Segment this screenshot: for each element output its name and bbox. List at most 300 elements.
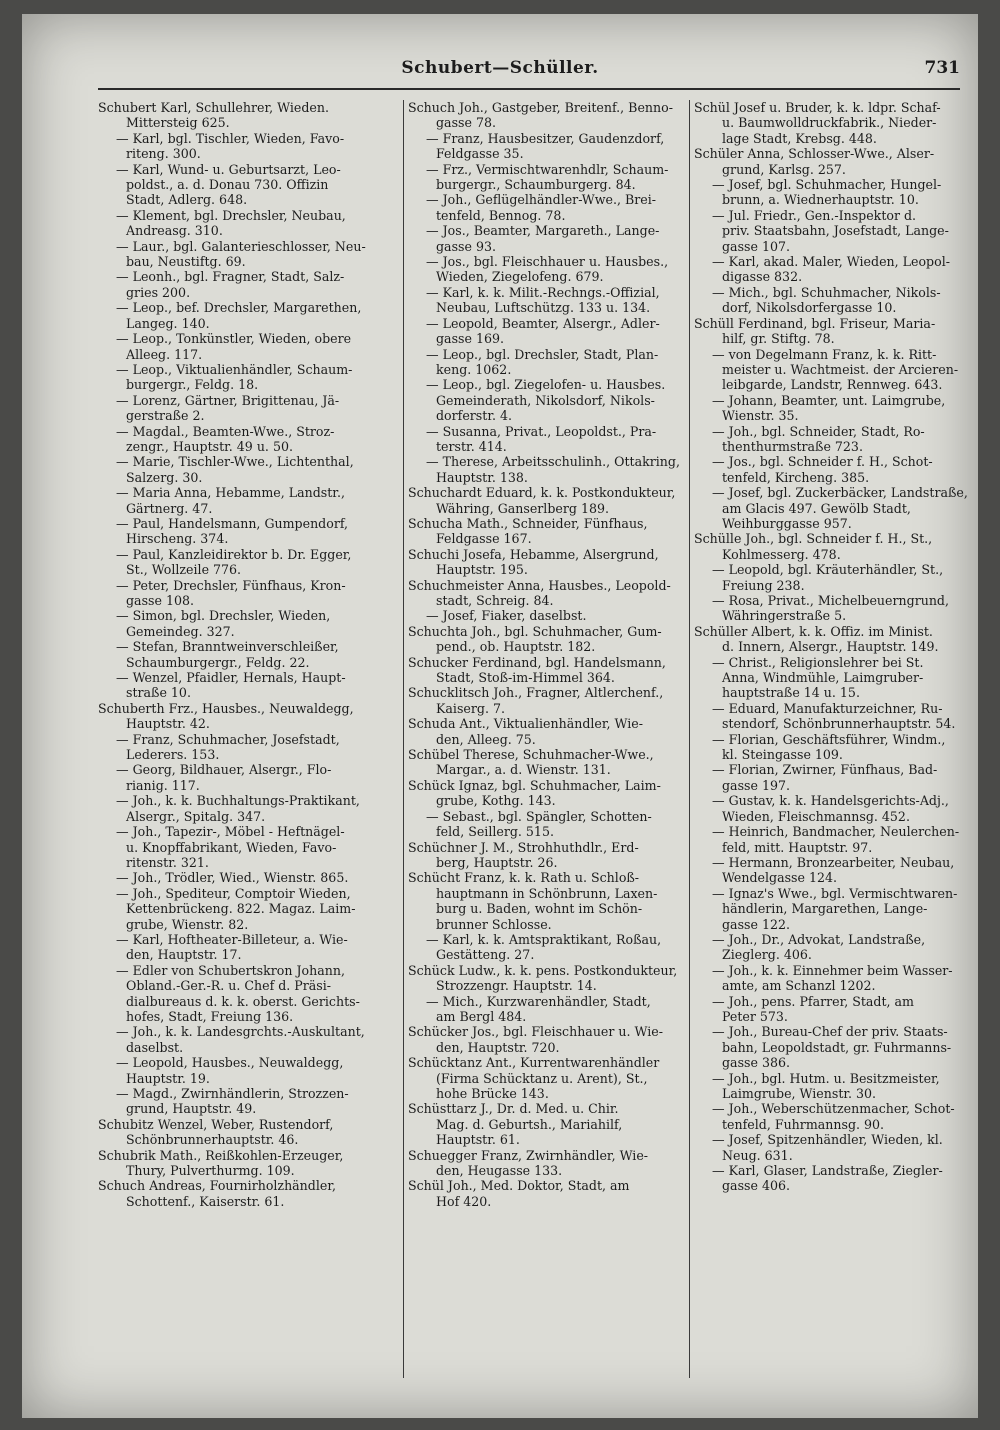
entry-continuation-line: Alleeg. 117. bbox=[126, 346, 203, 362]
entry-first-line: — Leop., Tonkünstler, Wieden, obere bbox=[116, 331, 352, 347]
directory-entry bbox=[694, 593, 970, 624]
entry-continuation-line: Weihburggasse 957. bbox=[722, 515, 852, 531]
directory-entry bbox=[408, 624, 684, 655]
entry-first-line: — Wenzel, Pfaidler, Hernals, Haupt- bbox=[116, 670, 346, 686]
directory-entry bbox=[408, 547, 684, 578]
entry-continuation-line: Zieglerg. 406. bbox=[722, 947, 812, 963]
entry-first-line: Schübel Therese, Schuhmacher-Wwe., bbox=[408, 747, 654, 763]
entry-continuation-line: tenfeld, Bennog. 78. bbox=[436, 207, 566, 223]
entry-continuation-line: gasse 107. bbox=[722, 238, 790, 254]
entry-continuation-line: bau, Neustiftg. 69. bbox=[126, 254, 246, 270]
directory-entry bbox=[408, 578, 684, 609]
directory-entry bbox=[408, 1178, 684, 1209]
directory-entry bbox=[694, 762, 970, 793]
entry-first-line: Schüler Anna, Schlosser-Wwe., Alser- bbox=[694, 146, 935, 162]
entry-continuation-line: Obland.-Ger.-R. u. Chef d. Präsi- bbox=[126, 978, 332, 994]
directory-entry bbox=[408, 1148, 684, 1179]
entry-first-line: — Leop., bgl. Ziegelofen- u. Hausbes. bbox=[426, 377, 666, 393]
directory-entry bbox=[694, 1101, 970, 1132]
entry-continuation-line: Gemeinderath, Nikolsdorf, Nikols- bbox=[436, 392, 655, 408]
column-2 bbox=[408, 100, 684, 1398]
entry-continuation-line: Lederers. 153. bbox=[126, 747, 220, 763]
entry-first-line: — Mich., bgl. Schuhmacher, Nikols- bbox=[712, 284, 941, 300]
directory-entry bbox=[98, 963, 398, 1025]
entry-first-line: Schüsttarz J., Dr. d. Med. u. Chir. bbox=[408, 1101, 619, 1117]
entry-first-line: — Paul, Kanzleidirektor b. Dr. Egger, bbox=[116, 546, 352, 562]
entry-first-line: — Karl, Hoftheater-Billeteur, a. Wie- bbox=[116, 931, 348, 947]
entry-first-line: — Rosa, Privat., Michelbeuerngrund, bbox=[712, 593, 949, 608]
entry-first-line: — Leopold, Beamter, Alsergr., Adler- bbox=[426, 315, 660, 331]
entry-continuation-line: berg, Hauptstr. 26. bbox=[436, 854, 558, 870]
entry-continuation-line: (Firma Schücktanz u. Arent), St., bbox=[436, 1070, 648, 1086]
directory-entry bbox=[98, 1024, 398, 1055]
entry-continuation-line: thenthurmstraße 723. bbox=[722, 438, 863, 454]
entry-continuation-line: dorferstr. 4. bbox=[436, 408, 512, 424]
entry-first-line: — Simon, bgl. Drechsler, Wieden, bbox=[116, 608, 331, 624]
entry-continuation-line: leibgarde, Landstr, Rennweg. 643. bbox=[722, 377, 943, 393]
directory-entry bbox=[694, 146, 970, 177]
entry-continuation-line: gasse 197. bbox=[722, 777, 790, 793]
entry-continuation-line: u. Knopffabrikant, Wieden, Favo- bbox=[126, 839, 337, 855]
entry-continuation-line: am Glacis 497. Gewölb Stadt, bbox=[722, 500, 911, 516]
entry-continuation-line: straße 10. bbox=[126, 685, 191, 701]
entry-first-line: — Hermann, Bronzearbeiter, Neubau, bbox=[712, 854, 955, 870]
entry-continuation-line: burgergr., Schaumburgerg. 84. bbox=[436, 177, 636, 193]
entry-continuation-line: terstr. 414. bbox=[436, 438, 507, 454]
entry-first-line: Schüll Ferdinand, bgl. Friseur, Maria- bbox=[694, 315, 936, 331]
entry-continuation-line: den, Alleeg. 75. bbox=[436, 731, 536, 747]
entry-continuation-line: Anna, Windmühle, Laimgruber- bbox=[722, 670, 924, 686]
entry-continuation-line: Freiung 238. bbox=[722, 577, 805, 593]
entry-continuation-line: Strozzengr. Hauptstr. 14. bbox=[436, 978, 597, 994]
entry-first-line: Schucha Math., Schneider, Fünfhaus, bbox=[408, 515, 648, 531]
directory-entry bbox=[98, 701, 398, 732]
entry-first-line: — Karl, akad. Maler, Wieden, Leopol- bbox=[712, 254, 950, 270]
entry-first-line: — Franz, Hausbesitzer, Gaudenzdorf, bbox=[426, 130, 665, 146]
directory-entry bbox=[98, 393, 398, 424]
entry-first-line: Schuch Andreas, Fournirholzhändler, bbox=[98, 1178, 336, 1194]
entry-first-line: — Joh., Weberschützenmacher, Schot- bbox=[712, 1101, 955, 1117]
entry-continuation-line: poldst., a. d. Donau 730. Offizin bbox=[126, 177, 329, 193]
entry-continuation-line: hauptstraße 14 u. 15. bbox=[722, 685, 860, 701]
entry-continuation-line: Laimgrube, Wienstr. 30. bbox=[722, 1086, 877, 1101]
entry-continuation-line: St., Wollzeile 776. bbox=[126, 562, 242, 578]
entry-first-line: Schuchta Joh., bgl. Schuhmacher, Gum- bbox=[408, 623, 662, 639]
entry-continuation-line: pend., ob. Hauptstr. 182. bbox=[436, 639, 596, 655]
entry-continuation-line: Stadt, Adlerg. 648. bbox=[126, 192, 248, 208]
entry-continuation-line: brunn, a. Wiednerhauptstr. 10. bbox=[722, 192, 919, 208]
running-title: Schubert—Schüller. bbox=[401, 58, 599, 78]
entry-first-line: Schülle Joh., bgl. Schneider f. H., St., bbox=[694, 531, 933, 547]
directory-entry bbox=[98, 1148, 398, 1179]
entry-first-line: Schubitz Wenzel, Weber, Rustendorf, bbox=[98, 1116, 334, 1132]
directory-entry bbox=[408, 963, 684, 994]
entry-first-line: — Jos., bgl. Schneider f. H., Schot- bbox=[712, 454, 933, 470]
entry-first-line: — Gustav, k. k. Handelsgerichts-Adj., bbox=[712, 793, 949, 809]
entry-first-line: — Jos., bgl. Fleischhauer u. Hausbes., bbox=[426, 254, 669, 270]
directory-entry bbox=[98, 424, 398, 455]
entry-first-line: Schücktanz Ant., Kurrentwarenhändler bbox=[408, 1055, 660, 1071]
directory-entry bbox=[694, 624, 970, 655]
entry-continuation-line: händlerin, Margarethen, Lange- bbox=[722, 901, 928, 917]
entry-continuation-line: den, Hauptstr. 720. bbox=[436, 1039, 560, 1055]
entry-first-line: Schuegger Franz, Zwirnhändler, Wie- bbox=[408, 1147, 649, 1163]
directory-entry bbox=[408, 424, 684, 455]
directory-entry bbox=[408, 377, 684, 423]
entry-continuation-line: Wienstr. 35. bbox=[722, 408, 799, 424]
directory-entry bbox=[408, 994, 684, 1025]
directory-entry bbox=[694, 1163, 970, 1194]
entry-first-line: — Joh., k. k. Landesgrchts.-Auskultant, bbox=[116, 1024, 365, 1040]
entry-continuation-line: bahn, Leopoldstadt, gr. Fuhrmanns- bbox=[722, 1039, 952, 1055]
entry-continuation-line: Margar., a. d. Wienstr. 131. bbox=[436, 762, 611, 778]
entry-first-line: — Marie, Tischler-Wwe., Lichtenthal, bbox=[116, 454, 354, 470]
directory-entry bbox=[694, 347, 970, 393]
directory-entry bbox=[408, 100, 684, 131]
entry-continuation-line: Feldgasse 167. bbox=[436, 531, 532, 547]
directory-entry bbox=[408, 162, 684, 193]
entry-continuation-line: riteng. 300. bbox=[126, 146, 201, 162]
entry-first-line: Schuda Ant., Viktualienhändler, Wie- bbox=[408, 716, 643, 732]
entry-first-line: — Josef, bgl. Zuckerbäcker, Landstraße, bbox=[712, 485, 968, 501]
entry-first-line: — Franz, Schuhmacher, Josefstadt, bbox=[116, 731, 340, 747]
entry-first-line: — Ignaz's Wwe., bgl. Vermischtwaren- bbox=[712, 885, 958, 901]
entry-first-line: Schuch Joh., Gastgeber, Breitenf., Benno- bbox=[408, 100, 673, 115]
directory-entry bbox=[694, 100, 970, 146]
directory-entry bbox=[694, 963, 970, 994]
directory-entry bbox=[408, 223, 684, 254]
entry-continuation-line: Hof 420. bbox=[436, 1193, 492, 1209]
entry-continuation-line: amte, am Schanzl 1202. bbox=[722, 978, 876, 994]
entry-continuation-line: hofes, Stadt, Freiung 136. bbox=[126, 1008, 294, 1024]
directory-entry bbox=[408, 485, 684, 516]
entry-continuation-line: Langeg. 140. bbox=[126, 315, 210, 331]
entry-continuation-line: grund, Hauptstr. 49. bbox=[126, 1101, 257, 1117]
entry-first-line: — Leopold, bgl. Kräuterhändler, St., bbox=[712, 562, 944, 578]
entry-continuation-line: Wieden, Ziegelofeng. 679. bbox=[436, 269, 604, 285]
directory-entry bbox=[98, 547, 398, 578]
entry-continuation-line: ritenstr. 321. bbox=[126, 854, 209, 870]
entry-continuation-line: gasse 108. bbox=[126, 593, 194, 608]
entry-continuation-line: zengr., Hauptstr. 49 u. 50. bbox=[126, 438, 293, 454]
directory-entry bbox=[694, 793, 970, 824]
directory-entry bbox=[98, 1055, 398, 1086]
entry-first-line: — Leop., Viktualienhändler, Schaum- bbox=[116, 361, 353, 377]
entry-continuation-line: Gärtnerg. 47. bbox=[126, 500, 213, 516]
entry-continuation-line: stadt, Schreig. 84. bbox=[436, 593, 554, 608]
entry-continuation-line: Wendelgasse 124. bbox=[722, 870, 838, 886]
directory-entry bbox=[408, 516, 684, 547]
entry-first-line: — Stefan, Branntweinverschleißer, bbox=[116, 639, 339, 655]
directory-entry bbox=[98, 932, 398, 963]
entry-first-line: — Klement, bgl. Drechsler, Neubau, bbox=[116, 207, 346, 223]
column-1 bbox=[98, 100, 398, 1398]
entry-continuation-line: gries 200. bbox=[126, 284, 191, 300]
column-3 bbox=[694, 100, 970, 1398]
entry-continuation-line: burgergr., Feldg. 18. bbox=[126, 377, 259, 393]
entry-continuation-line: Schottenf., Kaiserstr. 61. bbox=[126, 1193, 285, 1209]
entry-continuation-line: dorf, Nikolsdorfergasse 10. bbox=[722, 300, 897, 316]
directory-entry bbox=[694, 732, 970, 763]
entry-first-line: — Leopold, Hausbes., Neuwaldegg, bbox=[116, 1055, 344, 1071]
entry-continuation-line: Stadt, Stoß-im-Himmel 364. bbox=[436, 670, 615, 686]
entry-first-line: — Karl, k. k. Amtspraktikant, Roßau, bbox=[426, 931, 662, 947]
directory-entry bbox=[408, 347, 684, 378]
entry-continuation-line: Kohlmesserg. 478. bbox=[722, 546, 841, 562]
entry-first-line: — Joh., Geflügelhändler-Wwe., Brei- bbox=[426, 192, 656, 208]
directory-entry bbox=[694, 177, 970, 208]
entry-first-line: Schuberth Frz., Hausbes., Neuwaldegg, bbox=[98, 700, 354, 716]
directory-entry bbox=[408, 254, 684, 285]
entry-continuation-line: u. Baumwolldruckfabrik., Nieder- bbox=[722, 115, 937, 131]
directory-entry bbox=[98, 1086, 398, 1117]
directory-entry bbox=[408, 1024, 684, 1055]
directory-entry bbox=[408, 131, 684, 162]
entry-first-line: — Leonh., bgl. Fragner, Stadt, Salz- bbox=[116, 269, 345, 285]
entry-continuation-line: gasse 122. bbox=[722, 916, 790, 932]
directory-entry bbox=[694, 454, 970, 485]
entry-first-line: — Leop., bgl. Drechsler, Stadt, Plan- bbox=[426, 346, 659, 362]
entry-first-line: — Karl, bgl. Tischler, Wieden, Favo- bbox=[116, 130, 345, 146]
entry-continuation-line: Währing, Ganserlberg 189. bbox=[436, 500, 609, 516]
directory-entry bbox=[98, 762, 398, 793]
entry-first-line: — Karl, Glaser, Landstraße, Ziegler- bbox=[712, 1163, 943, 1179]
entry-continuation-line: gasse 406. bbox=[722, 1178, 790, 1194]
column-divider bbox=[689, 100, 690, 1378]
directory-entry bbox=[98, 100, 398, 131]
directory-entry bbox=[98, 1117, 398, 1148]
directory-entry bbox=[694, 701, 970, 732]
directory-entry bbox=[694, 316, 970, 347]
entry-first-line: Schuchi Josefa, Hebamme, Alsergrund, bbox=[408, 546, 659, 562]
directory-entry bbox=[408, 316, 684, 347]
directory-entry bbox=[408, 655, 684, 686]
entry-continuation-line: am Bergl 484. bbox=[436, 1008, 527, 1024]
entry-first-line: Schubrik Math., Reißkohlen-Erzeuger, bbox=[98, 1147, 344, 1163]
entry-first-line: — Lorenz, Gärtner, Brigittenau, Jä- bbox=[116, 392, 340, 408]
entry-continuation-line: Hauptstr. 61. bbox=[436, 1132, 520, 1148]
entry-continuation-line: Salzerg. 30. bbox=[126, 469, 203, 485]
entry-continuation-line: gasse 93. bbox=[436, 238, 496, 254]
entry-continuation-line: rianig. 117. bbox=[126, 777, 200, 793]
directory-entry bbox=[694, 1132, 970, 1163]
entry-continuation-line: tenfeld, Kircheng. 385. bbox=[722, 469, 870, 485]
entry-continuation-line: Wieden, Fleischmannsg. 452. bbox=[722, 808, 910, 824]
directory-entry bbox=[408, 608, 684, 623]
entry-first-line: — Johann, Beamter, unt. Laimgrube, bbox=[712, 392, 946, 408]
entry-continuation-line: hauptmann in Schönbrunn, Laxen- bbox=[436, 885, 658, 901]
directory-entry bbox=[98, 131, 398, 162]
directory-entry bbox=[98, 239, 398, 270]
entry-continuation-line: Hauptstr. 195. bbox=[436, 562, 528, 578]
directory-entry bbox=[408, 870, 684, 932]
entry-continuation-line: Kettenbrückeng. 822. Magaz. Laim- bbox=[126, 901, 356, 917]
directory-entry bbox=[98, 331, 398, 362]
entry-first-line: Schuchmeister Anna, Hausbes., Leopold- bbox=[408, 577, 671, 593]
entry-first-line: — Frz., Vermischtwarenhdlr, Schaum- bbox=[426, 161, 669, 177]
entry-first-line: — Georg, Bildhauer, Alsergr., Flo- bbox=[116, 762, 332, 778]
entry-continuation-line: Neug. 631. bbox=[722, 1147, 793, 1163]
directory-entry bbox=[98, 578, 398, 609]
entry-continuation-line: grund, Karlsg. 257. bbox=[722, 161, 846, 177]
entry-first-line: — Magdal., Beamten-Wwe., Stroz- bbox=[116, 423, 335, 439]
entry-continuation-line: Währingerstraße 5. bbox=[722, 608, 847, 624]
directory-entry bbox=[694, 393, 970, 424]
entry-continuation-line: grube, Kothg. 143. bbox=[436, 793, 556, 809]
entry-continuation-line: Hauptstr. 138. bbox=[436, 469, 528, 485]
entry-continuation-line: gasse 386. bbox=[722, 1055, 790, 1071]
entry-continuation-line: Hauptstr. 19. bbox=[126, 1070, 210, 1086]
entry-first-line: — Florian, Zwirner, Fünfhaus, Bad- bbox=[712, 762, 938, 778]
entry-continuation-line: den, Heugasse 133. bbox=[436, 1163, 563, 1179]
directory-entry bbox=[408, 192, 684, 223]
entry-first-line: — Joh., Bureau-Chef der priv. Staats- bbox=[712, 1024, 948, 1040]
entry-first-line: — Jos., Beamter, Margareth., Lange- bbox=[426, 223, 660, 239]
entry-continuation-line: gasse 78. bbox=[436, 115, 496, 131]
directory-entry bbox=[408, 454, 684, 485]
directory-entry bbox=[408, 285, 684, 316]
entry-first-line: — Joh., Tapezir-, Möbel - Heftnägel- bbox=[116, 824, 345, 840]
entry-continuation-line: Mag. d. Geburtsh., Mariahilf, bbox=[436, 1116, 623, 1132]
entry-continuation-line: gerstraße 2. bbox=[126, 408, 205, 424]
entry-continuation-line: keng. 1062. bbox=[436, 361, 512, 377]
entry-continuation-line: dialbureaus d. k. k. oberst. Gerichts- bbox=[126, 993, 360, 1009]
entry-continuation-line: digasse 832. bbox=[722, 269, 803, 285]
directory-entry bbox=[694, 285, 970, 316]
directory-entry bbox=[694, 254, 970, 285]
entry-first-line: Schucker Ferdinand, bgl. Handelsmann, bbox=[408, 654, 666, 670]
entry-first-line: Schüchner J. M., Strohhuthdlr., Erd- bbox=[408, 839, 639, 855]
entry-first-line: Schücker Jos., bgl. Fleischhauer u. Wie- bbox=[408, 1024, 663, 1040]
entry-continuation-line: Feldgasse 35. bbox=[436, 146, 524, 162]
entry-first-line: Schubert Karl, Schullehrer, Wieden. bbox=[98, 100, 329, 115]
entry-first-line: — Joh., Spediteur, Comptoir Wieden, bbox=[116, 885, 351, 901]
entry-first-line: — Maria Anna, Hebamme, Landstr., bbox=[116, 485, 345, 501]
entry-continuation-line: Hauptstr. 42. bbox=[126, 716, 210, 732]
entry-continuation-line: hilf, gr. Stiftg. 78. bbox=[722, 331, 835, 347]
entry-first-line: Schücht Franz, k. k. Rath u. Schloß- bbox=[408, 870, 640, 886]
header-rule bbox=[98, 88, 960, 90]
entry-first-line: — Josef, Fiaker, daselbst. bbox=[426, 608, 587, 624]
entry-continuation-line: burg u. Baden, wohnt im Schön- bbox=[436, 901, 643, 917]
directory-entry bbox=[408, 778, 684, 809]
entry-first-line: — Josef, Spitzenhändler, Wieden, kl. bbox=[712, 1132, 943, 1148]
entry-continuation-line: Gemeindeg. 327. bbox=[126, 623, 235, 639]
directory-entry bbox=[694, 531, 970, 562]
entry-continuation-line: d. Innern, Alsergr., Hauptstr. 149. bbox=[722, 639, 939, 655]
directory-entry bbox=[408, 840, 684, 871]
entry-first-line: — Florian, Geschäftsführer, Windm., bbox=[712, 731, 946, 747]
entry-first-line: — Sebast., bgl. Spängler, Schotten- bbox=[426, 808, 652, 824]
directory-entry bbox=[98, 516, 398, 547]
page-header bbox=[22, 58, 978, 80]
entry-continuation-line: tenfeld, Fuhrmannsg. 90. bbox=[722, 1116, 885, 1132]
directory-entry bbox=[694, 1024, 970, 1070]
page-number: 731 bbox=[924, 58, 960, 78]
entry-first-line: — Magd., Zwirnhändlerin, Strozzen- bbox=[116, 1086, 349, 1101]
directory-entry bbox=[98, 670, 398, 701]
directory-entry bbox=[694, 1071, 970, 1102]
directory-entry bbox=[98, 824, 398, 870]
entry-first-line: — Joh., bgl. Schneider, Stadt, Ro- bbox=[712, 423, 925, 439]
entry-continuation-line: lage Stadt, Krebsg. 448. bbox=[722, 130, 877, 146]
entry-first-line: — Jul. Friedr., Gen.-Inspektor d. bbox=[712, 207, 917, 223]
entry-first-line: — Heinrich, Bandmacher, Neulerchen- bbox=[712, 824, 960, 840]
directory-entry bbox=[694, 655, 970, 701]
entry-continuation-line: feld, Seillerg. 515. bbox=[436, 824, 554, 840]
directory-entry bbox=[408, 685, 684, 716]
entry-first-line: — Christ., Religionslehrer bei St. bbox=[712, 654, 924, 670]
entry-continuation-line: meister u. Wachtmeist. der Arcieren- bbox=[722, 361, 959, 377]
directory-entry bbox=[408, 716, 684, 747]
entry-continuation-line: daselbst. bbox=[126, 1039, 184, 1055]
directory-entry bbox=[98, 208, 398, 239]
directory-entry bbox=[98, 639, 398, 670]
entry-first-line: — Peter, Drechsler, Fünfhaus, Kron- bbox=[116, 577, 346, 593]
entry-continuation-line: feld, mitt. Hauptstr. 97. bbox=[722, 839, 873, 855]
entry-first-line: Schül Joh., Med. Doktor, Stadt, am bbox=[408, 1178, 630, 1194]
entry-continuation-line: den, Hauptstr. 17. bbox=[126, 947, 242, 963]
directory-entry bbox=[98, 300, 398, 331]
directory-entry bbox=[98, 1178, 398, 1209]
entry-continuation-line: kl. Steingasse 109. bbox=[722, 747, 843, 763]
directory-entry bbox=[694, 886, 970, 932]
entry-first-line: — Eduard, Manufakturzeichner, Ru- bbox=[712, 700, 943, 716]
entry-first-line: — Joh., k. k. Einnehmer beim Wasser- bbox=[712, 962, 953, 978]
entry-first-line: — Joh., bgl. Hutm. u. Besitzmeister, bbox=[712, 1070, 940, 1086]
entry-first-line: — Joh., Trödler, Wied., Wienstr. 865. bbox=[116, 870, 349, 886]
entry-first-line: — von Degelmann Franz, k. k. Ritt- bbox=[712, 346, 937, 362]
entry-first-line: — Karl, Wund- u. Geburtsarzt, Leo- bbox=[116, 161, 341, 177]
entry-continuation-line: brunner Schlosse. bbox=[436, 916, 552, 932]
directory-entry bbox=[694, 994, 970, 1025]
directory-page bbox=[22, 14, 978, 1418]
entry-continuation-line: Thury, Pulverthurmg. 109. bbox=[126, 1163, 295, 1179]
entry-continuation-line: Mittersteig 625. bbox=[126, 115, 230, 131]
directory-entry bbox=[694, 824, 970, 855]
directory-entry bbox=[98, 886, 398, 932]
entry-continuation-line: gasse 169. bbox=[436, 331, 504, 347]
entry-first-line: — Paul, Handelsmann, Gumpendorf, bbox=[116, 515, 349, 531]
entry-continuation-line: Andreasg. 310. bbox=[126, 223, 223, 239]
entry-continuation-line: Schaumburgergr., Feldg. 22. bbox=[126, 654, 310, 670]
entry-first-line: — Joh., Dr., Advokat, Landstraße, bbox=[712, 931, 926, 947]
directory-entry bbox=[98, 732, 398, 763]
directory-entry bbox=[694, 562, 970, 593]
directory-entry bbox=[98, 269, 398, 300]
entry-first-line: — Joh., k. k. Buchhaltungs-Praktikant, bbox=[116, 793, 360, 809]
entry-first-line: — Edler von Schubertskron Johann, bbox=[116, 962, 345, 978]
entry-continuation-line: Kaiserg. 7. bbox=[436, 700, 505, 716]
directory-entry bbox=[408, 932, 684, 963]
directory-entry bbox=[98, 793, 398, 824]
entry-first-line: — Leop., bef. Drechsler, Margarethen, bbox=[116, 300, 362, 316]
directory-entry bbox=[694, 208, 970, 254]
entry-continuation-line: Peter 573. bbox=[722, 1008, 788, 1024]
directory-entry bbox=[408, 747, 684, 778]
directory-entry bbox=[98, 362, 398, 393]
entry-continuation-line: Gestätteng. 27. bbox=[436, 947, 535, 963]
entry-first-line: Schüller Albert, k. k. Offiz. im Minist. bbox=[694, 623, 933, 639]
entry-first-line: Schül Josef u. Bruder, k. k. ldpr. Schaf- bbox=[694, 100, 941, 115]
directory-entry bbox=[408, 1055, 684, 1101]
entry-continuation-line: Alsergr., Spitalg. 347. bbox=[126, 808, 266, 824]
entry-first-line: — Karl, k. k. Milit.-Rechngs.-Offizial, bbox=[426, 284, 660, 300]
entry-continuation-line: stendorf, Schönbrunnerhauptstr. 54. bbox=[722, 716, 956, 732]
directory-entry bbox=[694, 932, 970, 963]
directory-entry bbox=[98, 485, 398, 516]
entry-first-line: — Joh., pens. Pfarrer, Stadt, am bbox=[712, 993, 914, 1009]
